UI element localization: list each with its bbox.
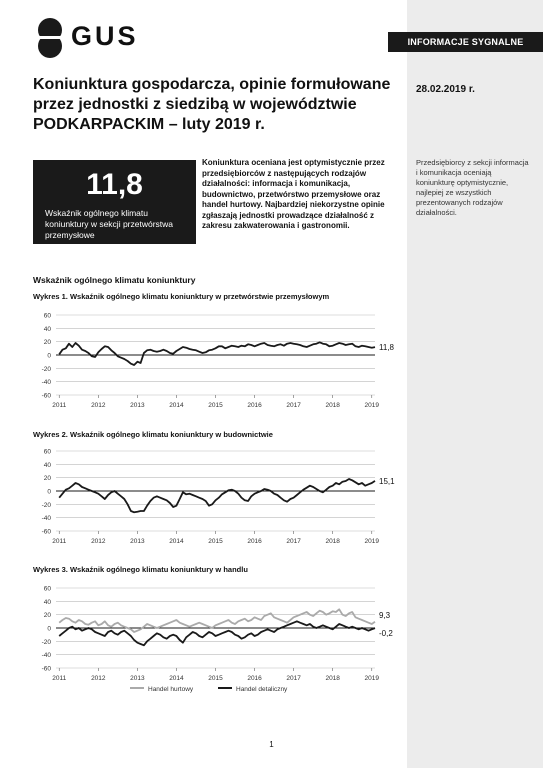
right-sidebar [407,0,543,768]
gus-logo-icon [33,17,67,59]
y-tick-label: -20 [41,365,51,373]
x-tick-label: 2019 [364,538,379,545]
series-line [59,479,375,512]
x-tick-label: 2014 [169,538,184,545]
x-tick-label: 2015 [208,675,223,682]
chart-3-title: Wykres 3. Wskaźnik ogólnego klimatu koniunktury w handlu [33,565,248,574]
y-tick-label: 0 [47,625,51,633]
x-tick-label: 2014 [169,675,184,682]
x-tick-label: 2018 [325,538,340,545]
y-tick-label: -20 [41,638,51,646]
x-tick-label: 2012 [91,675,106,682]
end-value-label: -0,2 [379,629,393,639]
chart-3 [30,583,400,695]
logo-text: GUS [71,21,139,51]
x-tick-label: 2015 [208,538,223,545]
y-tick-label: -60 [41,392,51,400]
end-value-label: 11,8 [379,343,394,353]
x-tick-label: 2015 [208,402,223,409]
kpi-value: 11,8 [86,168,143,201]
y-tick-label: 20 [43,475,51,483]
kpi-label: Wskaźnik ogólnego klimatu koniunktury w sekcji przetwórstwa przemysłowe [45,208,174,240]
y-tick-label: -60 [41,528,51,536]
y-tick-label: -20 [41,501,51,509]
end-value-label: 9,3 [379,610,391,620]
publication-date: 28.02.2019 r. [416,84,475,95]
page-title: Koniunktura gospodarcza, opinie formułowane przez jednostki z siedzibą w województwie PODKARPACKIM – luty 2019 r. [33,76,391,133]
y-tick-label: 40 [43,461,51,469]
y-tick-label: -40 [41,515,51,523]
gus-logo [33,17,143,63]
chart-2-title: Wykres 2. Wskaźnik ogólnego klimatu koniunktury w budownictwie [33,430,273,439]
kpi-box [33,160,196,244]
x-tick-label: 2016 [247,675,262,682]
x-tick-label: 2018 [325,675,340,682]
x-tick-label: 2019 [364,675,379,682]
y-tick-label: 60 [43,448,51,456]
chart-1 [30,310,400,418]
x-tick-label: 2017 [286,402,301,409]
x-tick-label: 2016 [247,402,262,409]
legend-label: Handel hurtowy [148,686,194,693]
y-tick-label: 40 [43,325,51,333]
x-tick-label: 2018 [325,402,340,409]
x-tick-label: 2017 [286,538,301,545]
intro-paragraph: Koniunktura oceniana jest optymistycznie przez przedsiębiorców z następujących rodzajów działalności: informacja i komunikacja, budownictwo, przetwórstwo przemysłowe oraz handel hurtowy. Najbardziej niekorzystne opinie zgłaszają jednostki prowadzące działalność z zakresu zakwaterowania i gastronomii. [202,158,385,230]
y-tick-label: 0 [47,352,51,360]
y-tick-label: -60 [41,665,51,673]
x-tick-label: 2012 [91,402,106,409]
x-tick-label: 2017 [286,675,301,682]
side-note: Przedsiębiorcy z sekcji informacja i komunikacja oceniają koniunkturę optymistycznie, najlepiej ze wszystkich prezentowanych rodzajów działalności. [416,158,529,217]
section-title: Wskaźnik ogólnego klimatu koniunktury [33,275,196,285]
y-tick-label: 20 [43,612,51,620]
y-tick-label: 0 [47,488,51,496]
series-line [59,342,375,365]
y-tick-label: 60 [43,585,51,593]
chart-2 [30,446,400,554]
series-line [59,609,375,632]
x-tick-label: 2013 [130,402,145,409]
x-tick-label: 2012 [91,538,106,545]
x-tick-label: 2013 [130,675,145,682]
x-tick-label: 2014 [169,402,184,409]
page-number: 1 [269,740,274,749]
legend-label: Handel detaliczny [236,686,288,693]
document-type-badge: INFORMACJE SYGNALNE [388,32,543,52]
x-tick-label: 2013 [130,538,145,545]
y-tick-label: 20 [43,339,51,347]
x-tick-label: 2016 [247,538,262,545]
end-value-label: 15,1 [379,476,395,486]
x-tick-label: 2011 [52,538,67,545]
x-tick-label: 2011 [52,402,67,409]
chart-1-title: Wykres 1. Wskaźnik ogólnego klimatu koniunktury w przetwórstwie przemysłowym [33,292,330,301]
y-tick-label: -40 [41,652,51,660]
y-tick-label: -40 [41,379,51,387]
y-tick-label: 40 [43,598,51,606]
x-tick-label: 2019 [364,402,379,409]
y-tick-label: 60 [43,312,51,320]
x-tick-label: 2011 [52,675,67,682]
